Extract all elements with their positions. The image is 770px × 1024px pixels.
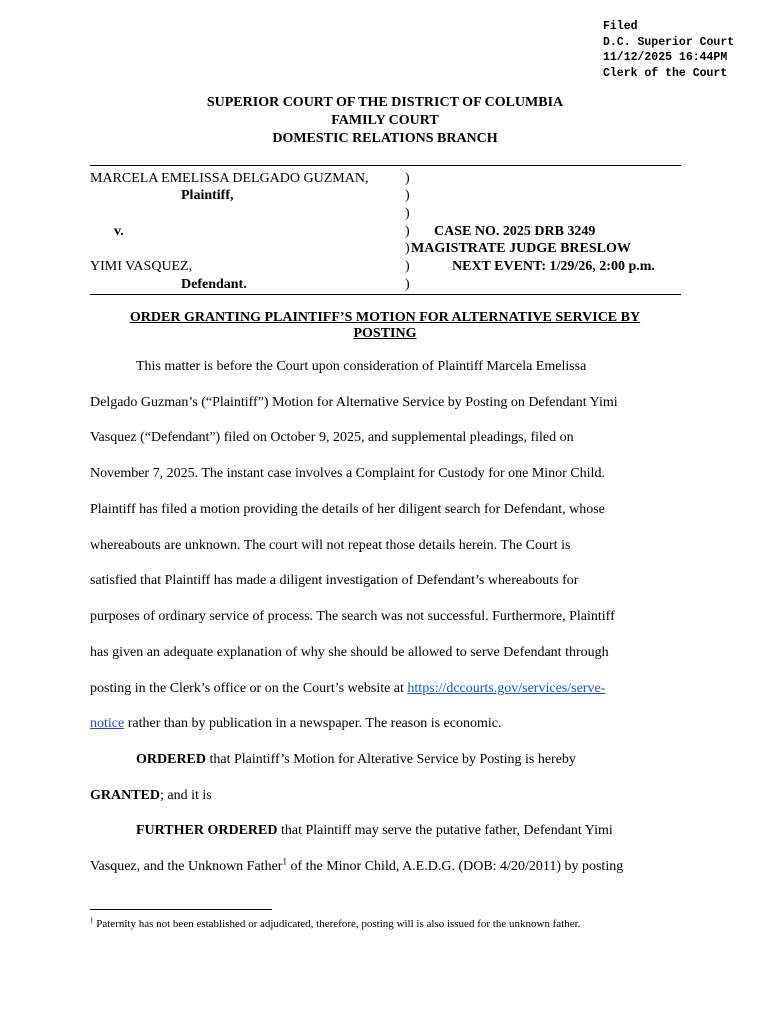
body-text: of the Minor Child, A.E.D.G. (DOB: 4/20/2011) by posting <box>286 859 624 874</box>
footnote-divider <box>90 909 272 910</box>
order-title-line-1: ORDER GRANTING PLAINTIFF’S MOTION FOR ALTERNATIVE SERVICE BY <box>129 310 641 325</box>
body-text: that Plaintiff may serve the putative father, Defendant Yimi <box>277 823 613 838</box>
body-line: November 7, 2025. The instant case involves a Complaint for Custody for one Minor Child. <box>90 466 605 481</box>
plaintiff-role: Plaintiff, <box>181 188 234 203</box>
caption-paren: ) <box>405 224 410 239</box>
ordered-label: ORDERED <box>136 752 207 767</box>
body-line: Delgado Guzman’s (“Plaintiff”) Motion for Alternative Service by Posting on Defendant Yimi <box>90 395 618 410</box>
body-line: This matter is before the Court upon consideration of Plaintiff Marcela Emelissa <box>136 359 587 374</box>
caption-paren: ) <box>405 206 410 221</box>
granted-line <box>90 787 212 805</box>
stamp-line-clerk: Clerk of the Court <box>603 66 728 80</box>
caption-paren: ) <box>405 188 410 203</box>
footnote <box>90 917 580 931</box>
caption-paren: ) <box>405 171 410 186</box>
body-line: has given an adequate explanation of why she should be allowed to serve Defendant through <box>90 645 609 660</box>
body-line: purposes of ordinary service of process. The search was not successful. Furthermore, Plaintiff <box>90 609 615 624</box>
case-number: CASE NO. 2025 DRB 3249 <box>434 224 596 239</box>
serve-notice-link-continued[interactable]: notice <box>90 716 125 731</box>
court-division: FAMILY COURT <box>331 113 439 128</box>
body-line <box>90 715 501 733</box>
court-name: SUPERIOR COURT OF THE DISTRICT OF COLUMBIA <box>206 95 564 110</box>
court-header <box>90 94 680 148</box>
filing-stamp <box>603 19 734 81</box>
stamp-line-timestamp: 11/12/2025 16:44PM <box>603 51 728 64</box>
order-title <box>92 310 678 342</box>
serve-notice-link[interactable]: https://dccourts.gov/services/serve- <box>407 681 606 696</box>
next-event: NEXT EVENT: 1/29/26, 2:00 p.m. <box>452 259 655 274</box>
caption-paren: ) <box>405 277 410 292</box>
body-line: satisfied that Plaintiff has made a diligent investigation of Defendant’s whereabouts for <box>90 573 579 588</box>
plaintiff-name: MARCELA EMELISSA DELGADO GUZMAN, <box>90 171 369 186</box>
caption-paren: ) <box>405 259 410 274</box>
further-ordered-label: FURTHER ORDERED <box>136 823 278 838</box>
footnote-marker: 1 <box>90 916 94 925</box>
court-branch: DOMESTIC RELATIONS BRANCH <box>272 131 498 146</box>
further-ordered-paragraph <box>136 822 613 840</box>
order-title-line-2: POSTING <box>353 326 417 341</box>
body-text: that Plaintiff’s Motion for Alterative Service by Posting is hereby <box>206 752 576 767</box>
ordered-paragraph <box>136 751 576 769</box>
body-text: posting in the Clerk’s office or on the Court’s website at <box>90 681 408 696</box>
body-line: Vasquez (“Defendant”) filed on October 9, 2025, and supplemental pleadings, filed on <box>90 430 574 445</box>
body-text: Vasquez, and the Unknown Father <box>90 859 283 874</box>
body-line: whereabouts are unknown. The court will not repeat those details herein. The Court is <box>90 538 571 553</box>
footnote-reference[interactable]: 1 <box>282 856 287 867</box>
defendant-role: Defendant. <box>181 277 247 292</box>
magistrate-judge: MAGISTRATE JUDGE BRESLOW <box>411 241 631 256</box>
versus-label: v. <box>114 224 124 239</box>
footnote-text: Paternity has not been established or adjudicated, therefore, posting will is also issued for the unknown father. <box>93 918 581 930</box>
caption-paren: ) <box>405 241 410 256</box>
body-line <box>90 858 623 876</box>
stamp-line-court: D.C. Superior Court <box>603 35 735 49</box>
body-text: rather than by publication in a newspaper. The reason is economic. <box>124 716 502 731</box>
caption-top-rule <box>90 165 681 166</box>
body-line <box>90 680 605 698</box>
granted-label: GRANTED <box>90 788 161 803</box>
body-line: Plaintiff has filed a motion providing the details of her diligent search for Defendant, whose <box>90 502 605 517</box>
caption-bottom-rule <box>90 294 681 295</box>
defendant-name: YIMI VASQUEZ, <box>90 259 193 274</box>
stamp-line-filed: Filed <box>603 20 638 33</box>
body-text: ; and it is <box>160 788 212 803</box>
